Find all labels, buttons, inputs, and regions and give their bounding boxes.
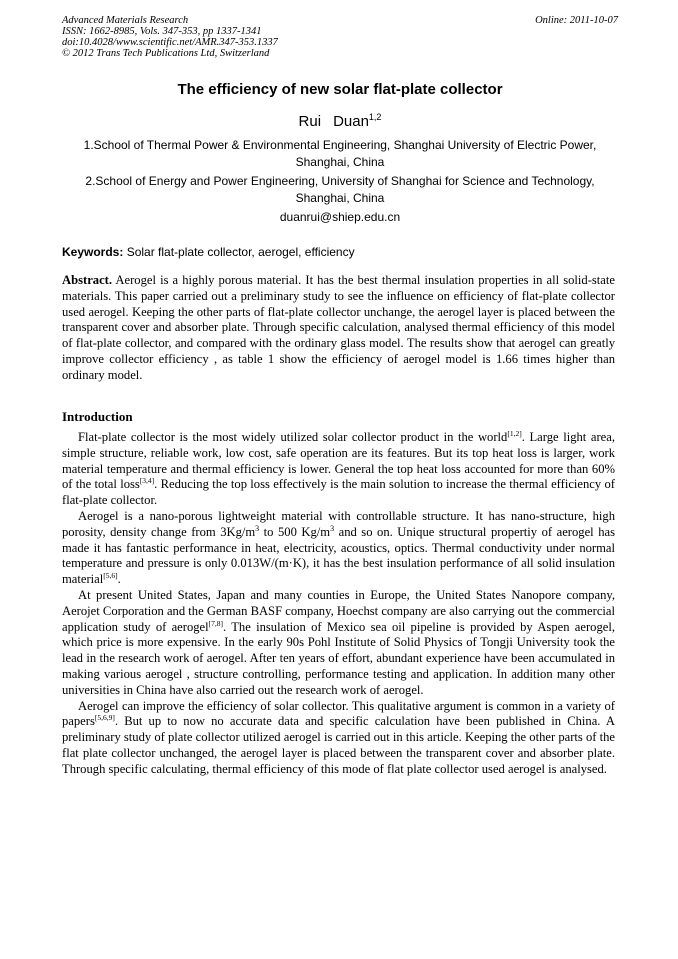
journal-header (62, 15, 618, 59)
paragraph-text: Aerogel is a nano-porous lightweight material with controllable structure. It has nano-structure, high porosity, density change from 3Kg/m (62, 508, 615, 539)
paragraph (62, 430, 615, 509)
author-email[interactable]: duanrui@shiep.edu.cn (279, 210, 401, 224)
keywords-label: Keywords: (62, 245, 124, 259)
citation: [5,6,9] (94, 713, 115, 723)
author-last-name: Duan (333, 113, 369, 130)
journal-issn: ISSN: 1662-8985, Vols. 347-353, pp 1337-1341 (62, 26, 262, 37)
paragraph-text: At present United States, Japan and many counties in Europe, the United States Nanopore company, Aerojet Corporation and the German BASF company, Hoechst company are also carrying out the commercial application study of aerogel (62, 587, 615, 634)
keywords (62, 244, 618, 261)
paragraph-text: . (117, 572, 121, 587)
abstract-text: Aerogel is a highly porous material. It has the best thermal insulation properties in all solid-state materials. This paper carried out a preliminary study to see the influence on efficiency of flat-plate collector used aerogel. Keeping the other parts of flat-plate collector unchange, the aerogel layer is placed between the transparent cover and absorber plate. Through specific calculation, analysed thermal efficiency of this model of flat-plate collector, and compared with the ordinary glass model. The results show that aerogel can greatly improve collector efficiency , as table 1 show the efficiency of aerogel model is 1.66 times higher than ordinary model. (62, 273, 615, 382)
introduction-body (62, 430, 615, 778)
abstract-label: Abstract. (62, 273, 113, 287)
online-date: Online: 2011-10-07 (535, 15, 618, 26)
journal-doi: doi:10.4028/www.scientific.net/AMR.347-353.1337 (62, 37, 278, 48)
abstract (62, 273, 615, 384)
paragraph-text: . But up to now no accurate data and specific calculation have been published in China. A preliminary study of plate collector utilized aerogel is carried out in this article. Keeping the other parts of the flat plate collector unchanged, the aerogel layer is placed between the transparent cover and absorber plate. Through specific calculating, thermal efficiency of this mode of flat plate collector used aerogel is analysed. (62, 714, 615, 776)
keywords-text: Solar flat-plate collector, aerogel, efficiency (126, 245, 355, 259)
author-line (62, 112, 618, 132)
paragraph-text: Flat-plate collector is the most widely utilized solar collector product in the world (78, 430, 508, 444)
superscript-exponent: 3 (330, 523, 335, 533)
paragraph-text: and so on. Unique structural propertiy of aerogel has made it has fantastic performance in heat, electricity, acoustics, optics. Thermal conductivity under normal temperature and pressure is only 0.013W/(m·K), it has the best insulation performance of all solid insulation material (62, 524, 615, 587)
section-heading-introduction: Introduction (62, 409, 133, 424)
citation: [1,2] (507, 429, 522, 438)
author-affiliation-marks: 1,2 (368, 112, 382, 122)
affiliation-2: 2.School of Energy and Power Engineering, University of Shanghai for Science and Technology, Shanghai, China (85, 174, 595, 205)
journal-name: Advanced Materials Research (62, 15, 189, 26)
citation: [5,6] (103, 571, 118, 581)
paragraph-text: to 500 Kg/m (259, 524, 331, 539)
paragraph-text: . Large light area, simple structure, reliable work, low cost, safe operation are its features. But its top heat loss is larger, work material temperature and thermal efficiency is lower. General the top heat loss accounted for more than 60% of the total loss (62, 430, 616, 492)
paragraph-text: Aerogel can improve the efficiency of solar collector. This qualitative argument is common in a variety of papers (62, 698, 615, 729)
citation: [3,4] (139, 476, 155, 486)
author-first-name: Rui (298, 113, 322, 130)
paper-title: The efficiency of new solar flat-plate collector (177, 81, 503, 98)
paragraph (62, 509, 615, 588)
paragraph (62, 588, 615, 699)
journal-copyright: © 2012 Trans Tech Publications Ltd, Switzerland (62, 48, 270, 59)
superscript-exponent: 3 (255, 523, 260, 533)
paragraph-text: . Reducing the top loss effectively is the main solution to increase the thermal efficiency of flat-plate collector. (62, 477, 615, 508)
citation: [7,8] (208, 618, 224, 628)
affiliation-1: 1.School of Thermal Power & Environmental Engineering, Shanghai University of Electric Power, Shanghai, China (83, 138, 597, 169)
paragraph-text: . The insulation of Mexico sea oil pipeline is provided by Aspen aerogel, which price is more expensive. In the early 90s Pohl Institute of Solid Physics of Tongji University took the lead in the research work of aerogel. After ten years of effort, abundant experience have been accumulated in making various aerogel , structure controlling, performance testing and application. In addition many other universities in China have also carried out the research work of aerogel. (62, 619, 615, 697)
paragraph (62, 699, 615, 778)
